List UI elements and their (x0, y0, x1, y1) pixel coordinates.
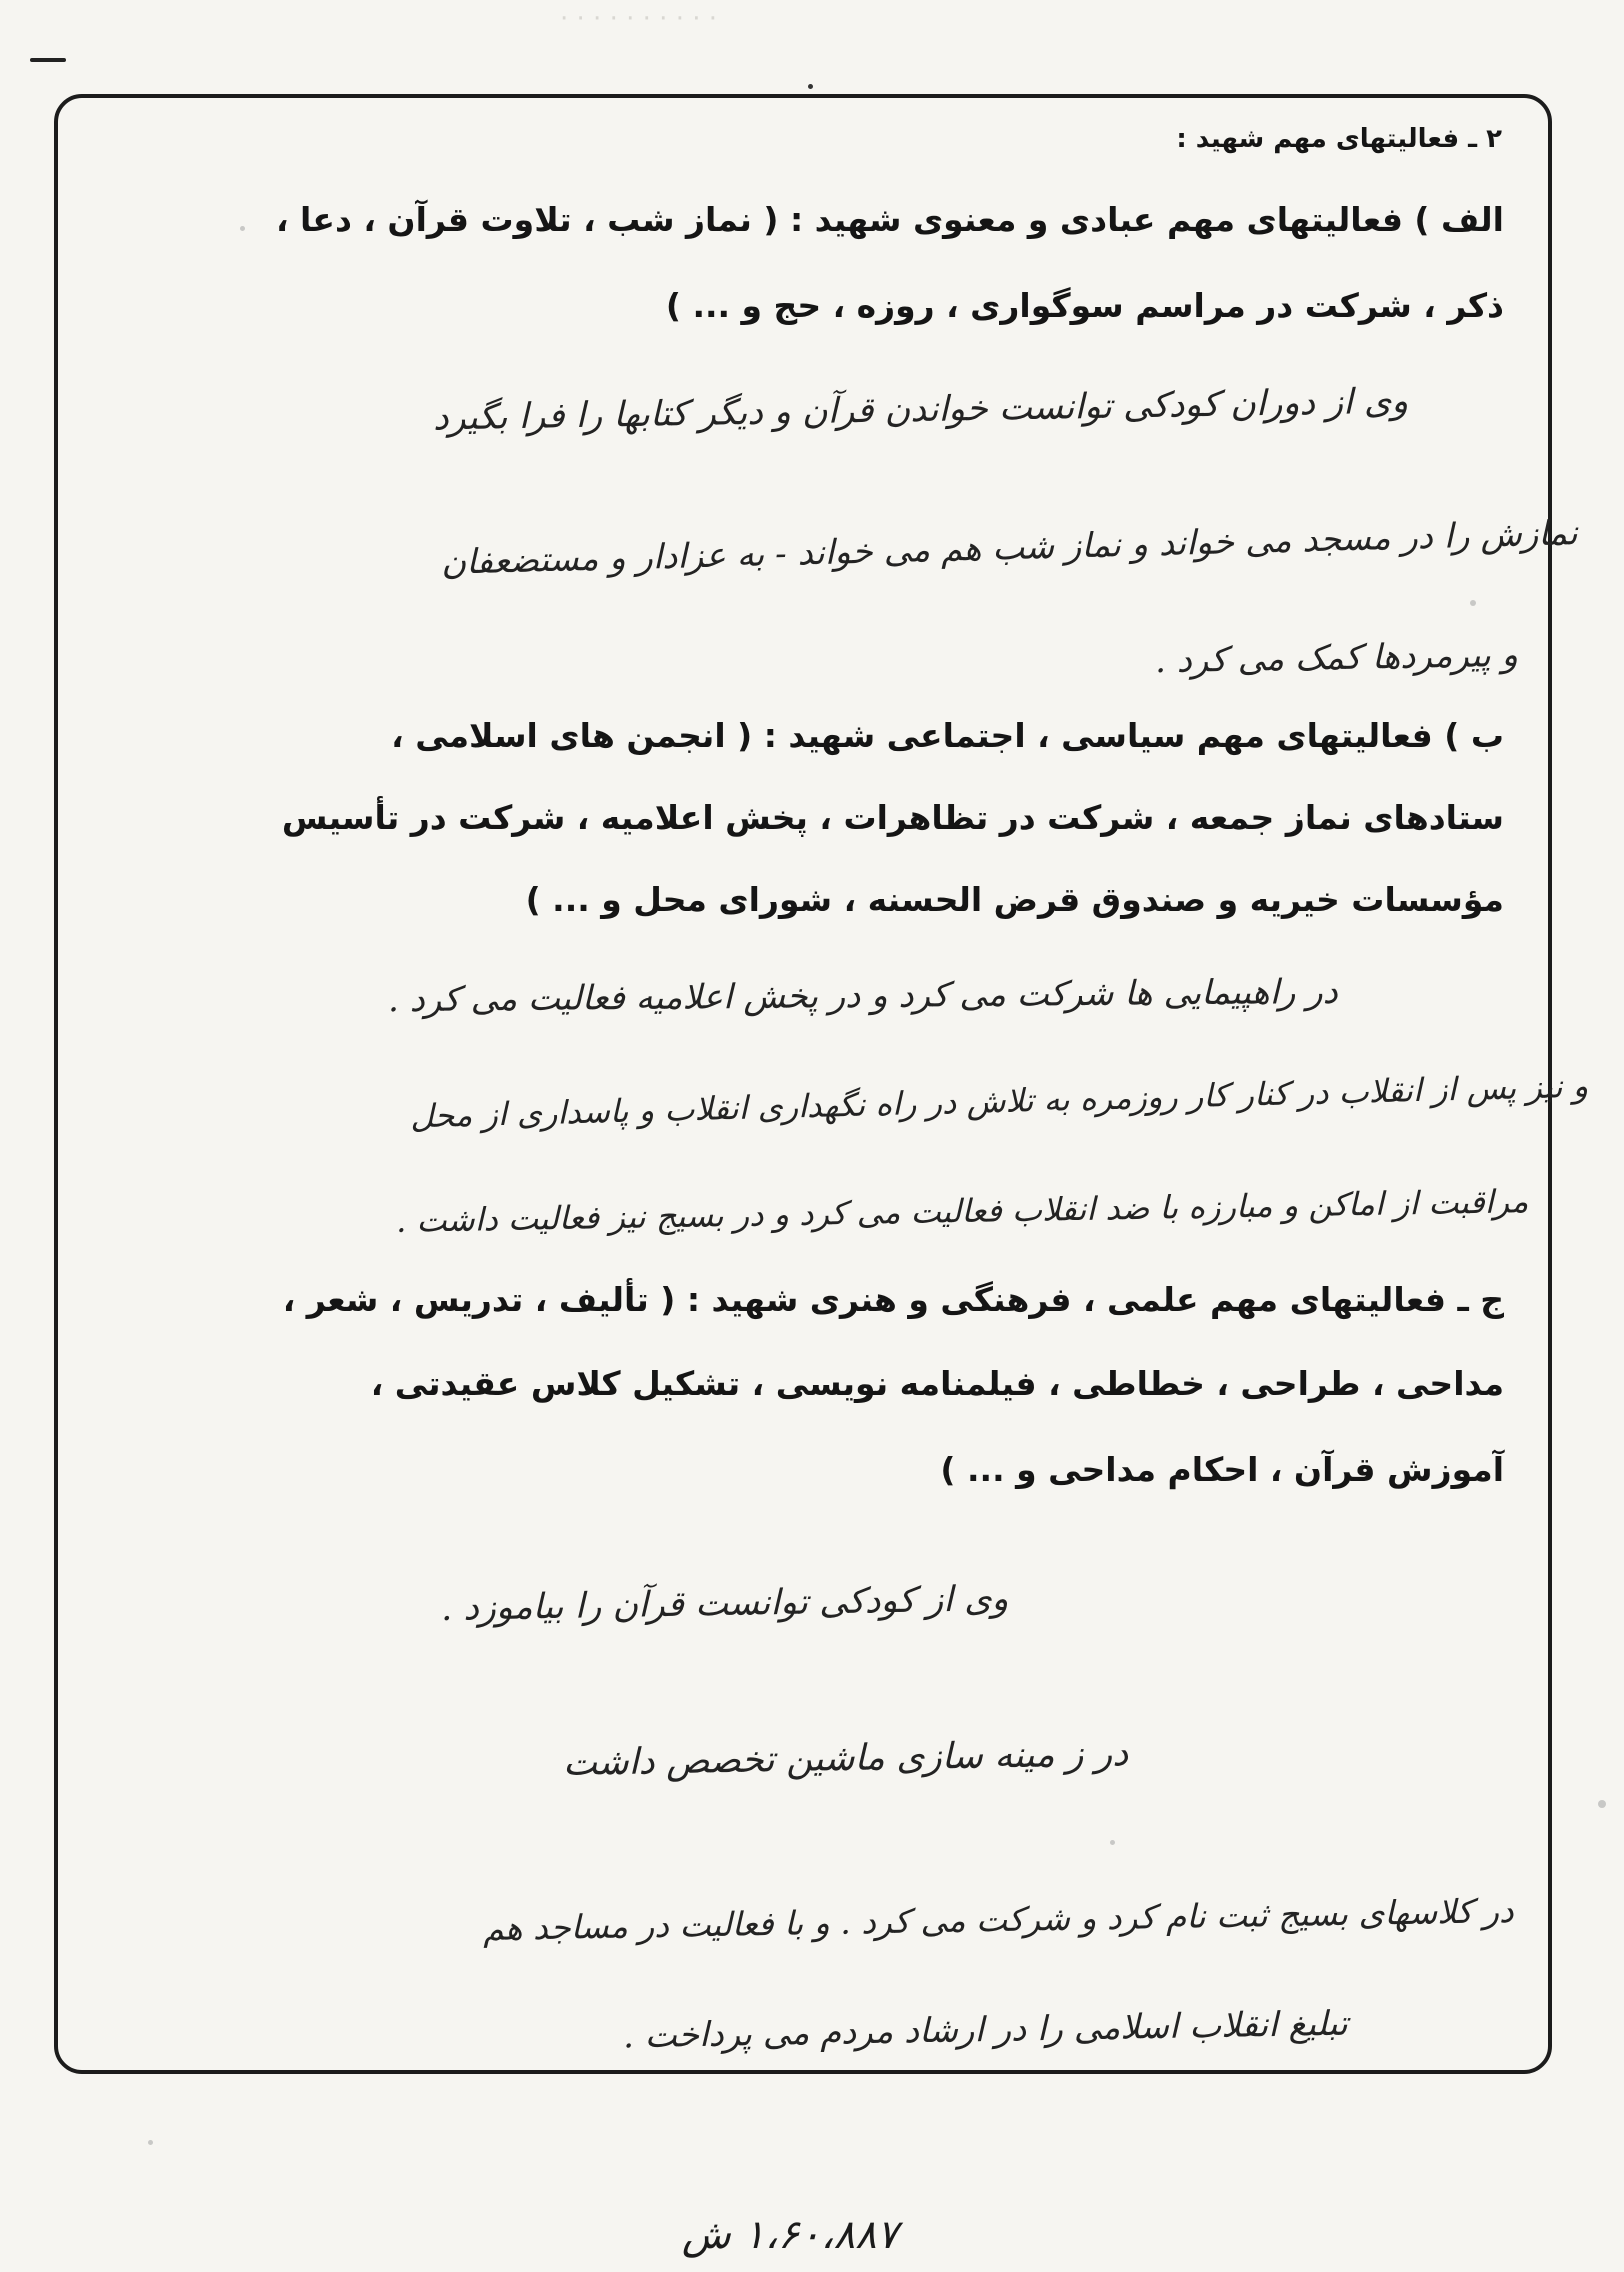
section-a-handwritten-line: نمازش را در مسجد می خواند و نماز شب هم می خواند - به عزادار و مستضعفان (440, 513, 1579, 583)
corner-mark (30, 58, 66, 62)
section-c-printed-line: مداحی ، طراحی ، خطاطی ، فیلمنامه نویسی ، تشکیل کلاس عقیدتی ، (370, 1364, 1504, 1403)
scan-speck (148, 2140, 153, 2145)
section-c-printed-line: آموزش قرآن ، احکام مداحی و ... ) (940, 1450, 1504, 1489)
section-c-handwritten-line: تبلیغ انقلاب اسلامی را در ارشاد مردم می پرداخت . (622, 2003, 1349, 2057)
section-b-printed-line: مؤسسات خیریه و صندوق قرض الحسنه ، شورای محل و ... ) (525, 880, 1504, 919)
footer-handwritten-number: ۱،۶۰،۸۸۷ ش (681, 2212, 899, 2258)
section-a-handwritten-line: وی از دوران کودکی توانست خواندن قرآن و دیگر کتابها را فرا بگیرد (432, 381, 1409, 439)
section-c-printed-line: ج ـ فعالیتهای مهم علمی ، فرهنگی و هنری شهید : ( تألیف ، تدریس ، شعر ، (282, 1280, 1504, 1319)
scan-speck (1598, 1800, 1606, 1808)
section-b-printed-line: ب ) فعالیتهای مهم سیاسی ، اجتماعی شهید : ( انجمن های اسلامی ، (391, 716, 1504, 755)
section-c-handwritten-line: در کلاسهای بسیج ثبت نام کرد و شرکت می کرد . و با فعالیت در مساجد هم (482, 1891, 1515, 1948)
bleed-through-text: · · · · · · · · · · (560, 4, 718, 34)
document-content (58, 98, 1589, 2070)
section-c-handwritten-line: وی از کودکی توانست قرآن را بیاموزد . (440, 1579, 1009, 1629)
section-b-handwritten-line: مراقبت از اماکن و مبارزه با ضد انقلاب فعالیت می کرد و در بسیج نیز فعالیت داشت . (395, 1182, 1529, 1240)
section-heading: ۲ ـ فعالیتهای مهم شهید : (1176, 124, 1502, 154)
section-c-handwritten-line: در ز مینه سازی ماشین تخصص داشت (562, 1733, 1129, 1784)
section-b-handwritten-line: در راهپیمایی ها شرکت می کرد و در پخش اعلامیه فعالیت می کرد . (387, 971, 1339, 1021)
document-frame (54, 94, 1589, 2074)
section-a-handwritten-line: و پیرمردها کمک می کرد . (1154, 634, 1519, 682)
top-dot (808, 84, 813, 89)
section-a-printed-line: الف ) فعالیتهای مهم عبادی و معنوی شهید : ( نماز شب ، تلاوت قرآن ، دعا ، (276, 200, 1504, 239)
section-b-handwritten-line: و نیز پس از انقلاب در کنار کار روزمره به تلاش در راه نگهداری انقلاب و پاسداری از محل (409, 1066, 1589, 1136)
section-a-printed-line: ذکر ، شرکت در مراسم سوگواری ، روزه ، حج و ... ) (665, 286, 1504, 325)
section-b-printed-line: ستادهای نماز جمعه ، شرکت در تظاهرات ، پخش اعلامیه ، شرکت در تأسیس (281, 798, 1504, 837)
